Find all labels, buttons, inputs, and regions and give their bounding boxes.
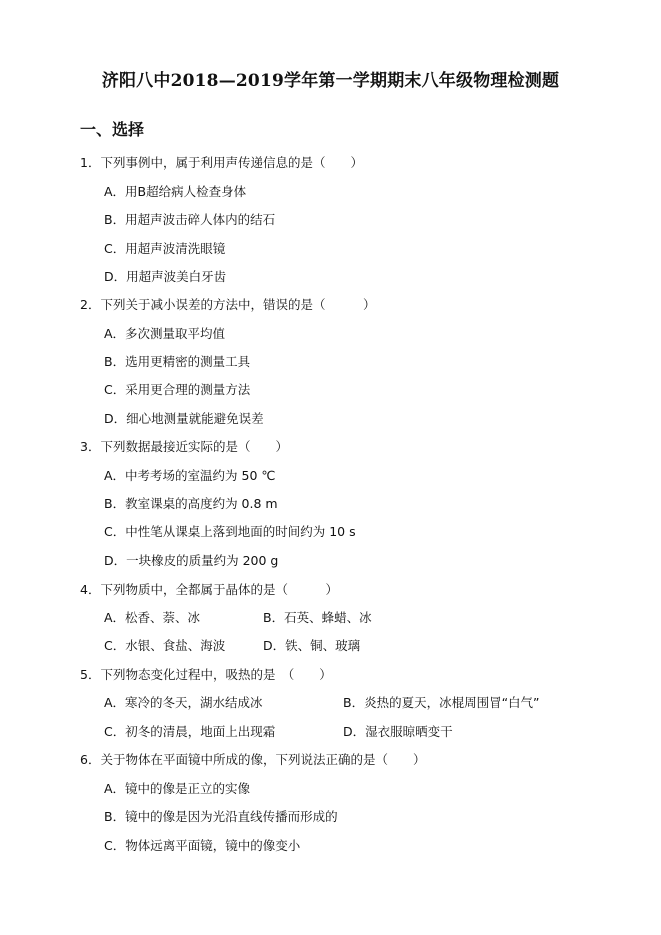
section-heading: 一、选择 [80,120,145,139]
question-5-stem: 5．下列物态变化过程中，吸热的是 （ ） [80,667,332,682]
question-2-option-c: C．采用更合理的测量方法 [104,382,251,397]
question-2-option-a: A．多次测量取平均值 [104,326,226,341]
question-6-stem: 6．关于物体在平面镜中所成的像，下列说法正确的是（ ） [80,752,426,767]
question-3-stem: 3．下列数据最接近实际的是（ ） [80,439,288,454]
question-3-option-c: C．中性笔从课桌上落到地面的时间约为 10 s [104,524,356,539]
question-5-option-d: D．湿衣服晾晒变干 [343,724,453,739]
question-2-stem: 2．下列关于减小误差的方法中，错误的是（ ） [80,297,376,312]
question-4-option-a: A．松香、萘、冰 [104,610,201,625]
question-4-option-b: B．石英、蜂蜡、冰 [263,610,372,625]
question-5-option-c: C．初冬的清晨，地面上出现霜 [104,724,276,739]
question-5-option-a: A．寒冷的冬天，湖水结成冰 [104,695,263,710]
question-1-stem: 1．下列事例中，属于利用声传递信息的是（ ） [80,155,363,170]
question-4-option-c: C．水银、食盐、海波 [104,638,226,653]
question-4-option-d: D．铁、铜、玻璃 [263,638,361,653]
question-1-option-a: A．用B超给病人检查身体 [104,184,247,199]
question-3-option-a: A．中考考场的室温约为 50 ℃ [104,468,276,483]
question-1-option-c: C．用超声波清洗眼镜 [104,241,226,256]
question-6-option-b: B．镜中的像是因为光沿直线传播而形成的 [104,809,338,824]
question-3-option-b: B．教室课桌的高度约为 0.8 m [104,496,278,511]
question-2-option-b: B．选用更精密的测量工具 [104,354,251,369]
question-2-option-d: D．细心地测量就能避免误差 [104,411,264,426]
page-title: 济阳八中2018—2019学年第一学期期末八年级物理检测题 [101,71,560,91]
question-4-stem: 4．下列物质中，全都属于晶体的是（ ） [80,582,338,597]
question-1-option-b: B．用超声波击碎人体内的结石 [104,212,276,227]
question-1-option-d: D．用超声波美白牙齿 [104,269,227,284]
question-5-option-b: B．炎热的夏天，冰棍周围冒“白气” [343,695,540,710]
question-6-option-c: C．物体远离平面镜，镜中的像变小 [104,838,301,853]
question-6-option-a: A．镜中的像是正立的实像 [104,781,251,796]
question-3-option-d: D．一块橡皮的质量约为 200 g [104,553,279,568]
